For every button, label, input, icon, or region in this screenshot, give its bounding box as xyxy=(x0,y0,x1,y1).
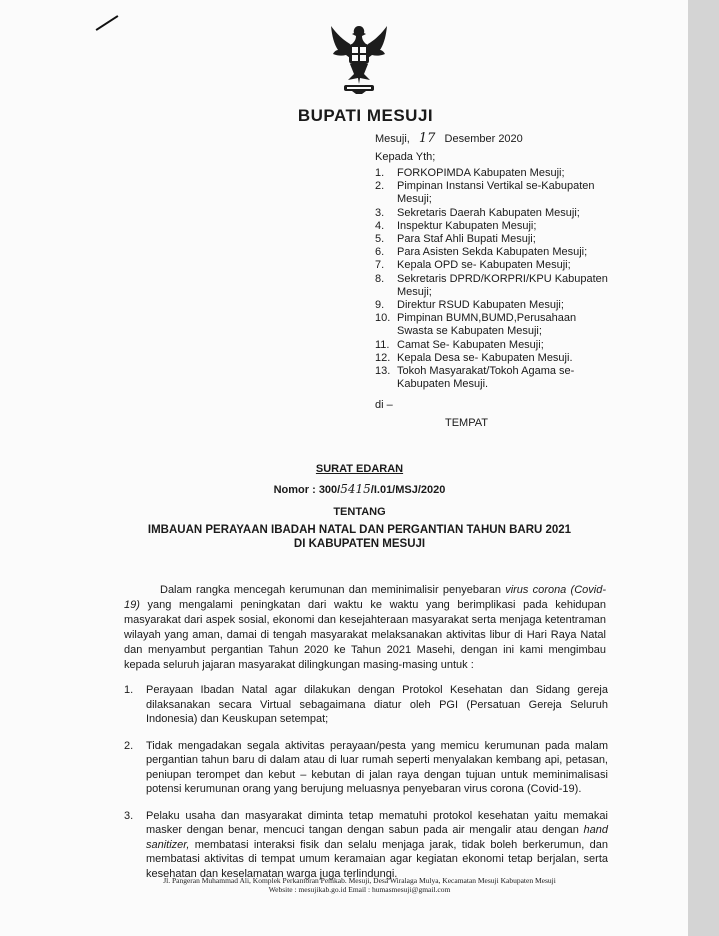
instruction-number: 1. xyxy=(124,684,134,696)
recipient-item xyxy=(375,220,615,233)
recipient-text: Direktur RSUD Kabupaten Mesuji; xyxy=(397,299,564,312)
recipient-item xyxy=(375,299,615,312)
recipient-text: Sekretaris DPRD/KORPRI/KPU Kabupaten Mesuji; xyxy=(397,272,608,298)
footer-address: Jl. Pangeran Muhammad Ali, Komplek Perkantoran Pemkab. Mesuji, Desa Wiralaga Mulya, Kecamatan Mesuji Kabupaten Mesuji xyxy=(163,876,556,885)
recipient-text: Pimpinan BUMN,BUMD,Perusahaan Swasta se Kabupaten Mesuji; xyxy=(397,312,577,338)
letter-subject xyxy=(0,523,719,551)
instruction-item xyxy=(124,683,608,727)
recipient-text: Camat Se- Kabupaten Mesuji; xyxy=(397,338,544,351)
letter-number-handwritten: 5415 xyxy=(340,482,371,496)
letter-heading: SURAT EDARAN xyxy=(315,463,404,475)
recipient-text: Inspektur Kabupaten Mesuji; xyxy=(397,219,537,232)
recipient-item xyxy=(375,259,615,272)
instruction-item xyxy=(124,739,608,797)
instruction-text xyxy=(146,809,608,882)
instruction-text-italic: hand sanitizer, xyxy=(146,824,608,851)
recipient-number: 13. xyxy=(375,365,391,378)
instruction-text-a: Pelaku usaha dan masyarakat diminta tetap mematuhi protokol kesehatan yaitu memakai masker dengan benar, mencuci tangan dengan sabun pada air mengalir atau dengan xyxy=(146,809,608,836)
date-month-year: Desember 2020 xyxy=(444,133,523,145)
recipient-list xyxy=(375,167,615,391)
intro-paragraph xyxy=(124,583,606,673)
date-prefix: Mesuji, xyxy=(375,133,410,145)
letterhead-title xyxy=(0,106,719,126)
instruction-text-c: membatasi interaksi fisik dan selalu menjaga jarak, tidak boleh berkerumun, dan membatasi aktivitas di tempat umum keramaian agar kegiatan ekonomi tetap berjalan, serta kesehatan dan keselamatan warga juga terlindungi. xyxy=(146,838,608,880)
recipient-item xyxy=(375,352,615,365)
recipient-number: 10. xyxy=(375,312,391,325)
instruction-number: 3. xyxy=(124,809,134,822)
tentang-label: TENTANG xyxy=(333,506,386,518)
recipient-item xyxy=(375,273,615,299)
recipient-text: FORKOPIMDA Kabupaten Mesuji; xyxy=(397,167,565,179)
footer-contact: Website : mesujikab.go.id Email : humasmesuji@gmail.com xyxy=(268,885,451,894)
recipient-item xyxy=(375,167,615,180)
address-di: di – xyxy=(375,399,393,411)
recipient-item xyxy=(375,365,615,391)
instruction-text: Tidak mengadakan segala aktivitas perayaan/pesta yang memicu kerumunan pada malam pergantian tahun baru di dalam atau di luar rumah seperti menyalakan kembang api, petasan, peniupan terompet dan kebut – kebutan di jalan raya dengan tujuan untuk meminimalisasi potensi kerumunan orang yang berujung meluasnya penyebaran virus corona (Covid-19). xyxy=(146,739,608,795)
recipient-item xyxy=(375,246,615,259)
recipient-number: 8. xyxy=(375,272,385,285)
recipient-text: Kepala Desa se- Kabupaten Mesuji. xyxy=(397,351,573,364)
subject-line-2: DI KABUPATEN MESUJI xyxy=(293,538,426,550)
letter-date xyxy=(375,131,523,146)
recipient-item xyxy=(375,180,615,206)
recipient-text: Sekretaris Daerah Kabupaten Mesuji; xyxy=(397,206,580,219)
kepada-label: Kepada Yth; xyxy=(375,151,436,163)
recipient-number: 12. xyxy=(375,351,391,364)
recipient-text: Para Asisten Sekda Kabupaten Mesuji; xyxy=(397,246,588,259)
recipient-text: Pimpinan Instansi Vertikal se-Kabupaten Mesuji; xyxy=(397,180,595,206)
recipient-number: 9. xyxy=(375,299,385,312)
letter-number-suffix: /I.01/MSJ/2020 xyxy=(370,484,446,496)
intro-text-a: Dalam rangka mencegah kerumunan dan meminimalisir penyebaran xyxy=(160,584,506,596)
intro-text-italic: virus corona (Covid-19) xyxy=(124,584,606,611)
letter-number xyxy=(0,482,719,496)
recipient-text: Tokoh Masyarakat/Tokoh Agama se-Kabupaten Mesuji. xyxy=(397,365,575,391)
recipient-text: Kepala OPD se- Kabupaten Mesuji; xyxy=(397,259,571,272)
instruction-number: 2. xyxy=(124,739,134,752)
letter-number-prefix: Nomor : 300/ xyxy=(273,484,341,496)
subject-line-1: IMBAUAN PERAYAAN IBADAH NATAL DAN PERGANTIAN TAHUN BARU 2021 xyxy=(147,524,572,536)
recipient-number: 4. xyxy=(375,219,385,232)
recipient-number: 7. xyxy=(375,259,385,272)
recipient-item xyxy=(375,312,615,338)
recipient-number: 5. xyxy=(375,233,385,246)
letter-footer xyxy=(0,876,719,894)
recipient-item xyxy=(375,207,615,220)
recipient-item xyxy=(375,339,615,352)
recipient-text: Para Staf Ahli Bupati Mesuji; xyxy=(397,233,536,246)
letterhead-title-text: BUPATI MESUJI xyxy=(297,106,434,125)
instruction-text: Perayaan Ibadan Natal agar dilakukan dengan Protokol Kesehatan dan Sidang gereja dilaksanakan secara Virtual sebagaimana diatur oleh PGI (Persatuan Gereja Seluruh Indonesia) dan Keuskupan setempat; xyxy=(146,684,608,725)
recipient-item xyxy=(375,233,615,246)
date-day-handwritten: 17 xyxy=(418,131,436,146)
recipient-number: 2. xyxy=(375,180,385,193)
recipient-number: 3. xyxy=(375,206,385,219)
instruction-list xyxy=(124,683,608,893)
recipient-number: 11. xyxy=(375,338,390,351)
garuda-emblem-icon xyxy=(328,22,390,96)
recipient-number: 6. xyxy=(375,246,385,259)
recipient-number: 1. xyxy=(375,167,385,179)
instruction-item xyxy=(124,809,608,882)
intro-text-c: yang mengalami peningkatan dari waktu ke waktu yang berimplikasi pada kehidupan masyarakat dari aspek sosial, ekonomi dan kesejahteraan masyarakat serta menjaga ketentraman wilayah yang aman, damai di tengah masyarakat melaksanakan aktivitas libur di Hari Raya Natal dan menyambut pergantian Tahun 2020 ke Tahun 2021 Masehi, dengan ini kami mengimbau kepada seluruh jajaran masyarakat dilingkungan masing-masing untuk : xyxy=(124,599,606,671)
address-tempat: TEMPAT xyxy=(445,417,488,429)
